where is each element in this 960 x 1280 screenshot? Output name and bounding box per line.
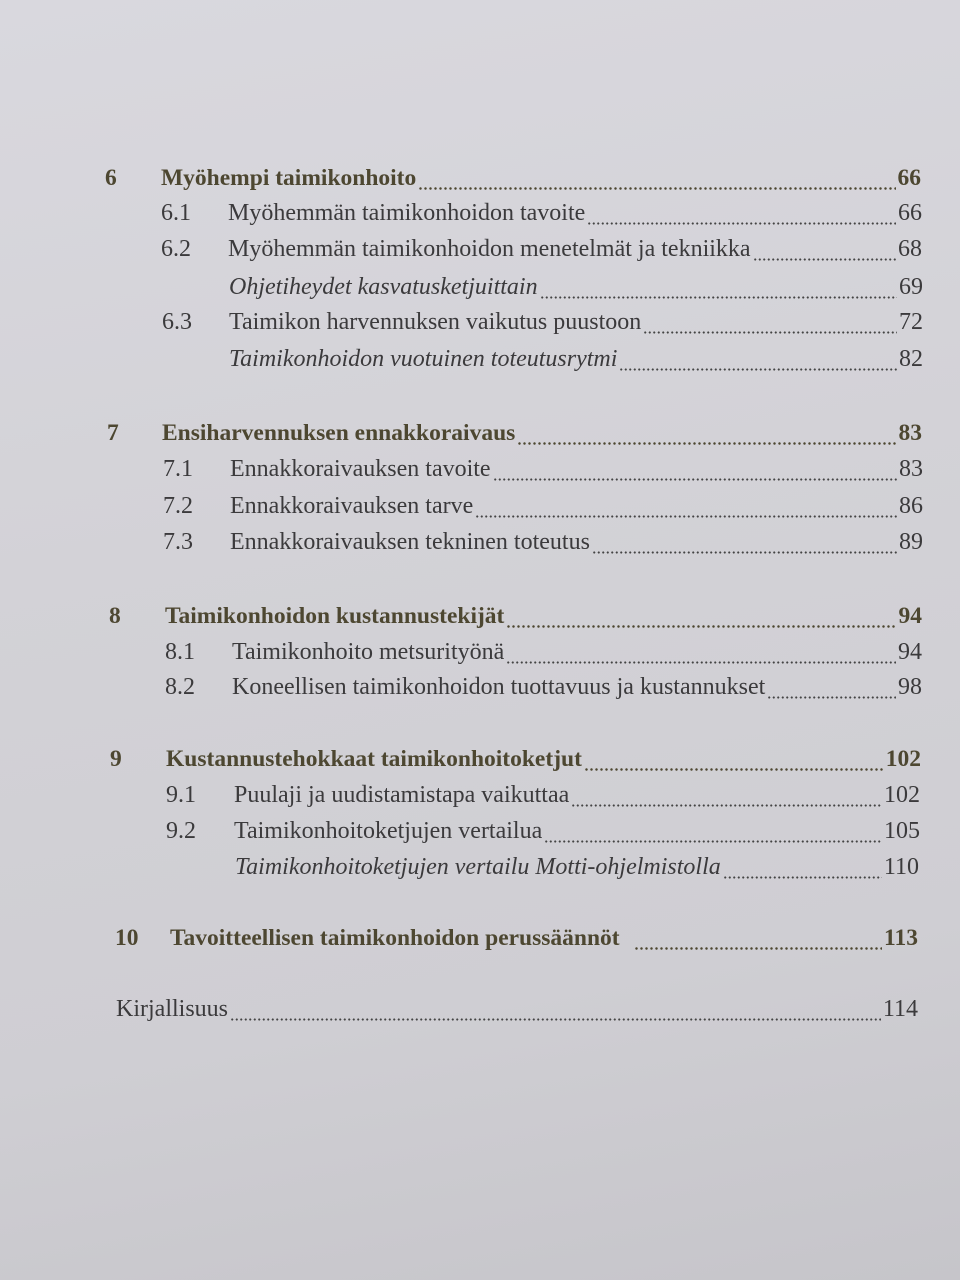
chapter-title: Kustannustehokkaat taimikonhoitoketjut	[166, 746, 582, 772]
chapter-title: Ensiharvennuksen ennakkoraivaus	[162, 420, 516, 446]
page-number: 69	[899, 274, 923, 300]
dot-leader	[643, 331, 897, 334]
dot-leader	[475, 515, 897, 518]
section-number: 9.1	[166, 782, 196, 808]
page-number: 72	[899, 309, 923, 335]
chapter-number: 9	[110, 746, 122, 772]
toc-section-9-1	[166, 782, 920, 814]
page-number: 98	[898, 674, 922, 700]
section-number: 7.1	[163, 456, 193, 482]
chapter-number: 10	[115, 925, 139, 951]
dot-leader	[540, 296, 897, 299]
page-number: 110	[883, 854, 919, 880]
dot-leader	[587, 222, 896, 225]
dot-leader	[592, 551, 897, 554]
page-number: 94	[898, 603, 922, 629]
section-number: 6.2	[161, 236, 191, 262]
dot-leader	[753, 258, 896, 261]
section-number: 6.3	[162, 309, 192, 335]
section-title: Taimikonhoito metsurityönä	[232, 639, 505, 665]
references-title: Kirjallisuus	[116, 996, 228, 1022]
section-title: Puulaji ja uudistamistapa vaikuttaa	[234, 782, 570, 808]
toc-chapter-10	[115, 925, 918, 957]
section-title: Taimikonhoitoketjujen vertailua	[234, 818, 543, 844]
toc-section-9-2	[166, 818, 920, 850]
page-number: 94	[898, 639, 922, 665]
dot-leader	[517, 442, 896, 445]
toc-section-7-2	[163, 493, 923, 525]
page-number: 66	[898, 200, 922, 226]
toc-subsection-italic	[162, 274, 923, 306]
toc-section-8-1	[165, 639, 922, 671]
page-number: 102	[885, 746, 921, 772]
page-number: 102	[884, 782, 920, 808]
page-number: 113	[884, 925, 918, 951]
chapter-title: Myöhempi taimikonhoito	[161, 165, 417, 191]
page-number: 105	[884, 818, 920, 844]
page-number: 68	[898, 236, 922, 262]
toc-section-7-3	[163, 529, 923, 561]
dot-leader	[619, 368, 897, 371]
page-number: 83	[899, 456, 923, 482]
section-title: Ennakkoraivauksen tekninen toteutus	[230, 529, 590, 555]
toc-section-6-2	[161, 236, 922, 268]
chapter-number: 6	[105, 165, 117, 191]
section-number: 8.1	[165, 639, 195, 665]
toc-section-6-3	[162, 309, 923, 341]
chapter-number: 7	[107, 420, 119, 446]
toc-section-8-2	[165, 674, 922, 706]
toc-section-7-1	[163, 456, 923, 488]
section-title: Taimikon harvennuksen vaikutus puustoon	[229, 309, 642, 335]
toc-references	[116, 996, 918, 1028]
page-number: 114	[882, 996, 918, 1022]
page-number: 89	[899, 529, 923, 555]
dot-leader	[634, 947, 882, 950]
section-number: 6.1	[161, 200, 191, 226]
section-number: 9.2	[166, 818, 196, 844]
dot-leader	[506, 661, 896, 664]
toc-chapter-7	[107, 420, 922, 452]
section-title: Ennakkoraivauksen tavoite	[230, 456, 491, 482]
toc-chapter-8	[109, 603, 922, 635]
section-number: 8.2	[165, 674, 195, 700]
section-title: Taimikonhoitoketjujen vertailu Motti-ohjelmistolla	[235, 854, 721, 880]
dot-leader	[544, 840, 882, 843]
dot-leader	[493, 478, 897, 481]
section-title: Taimikonhoidon vuotuinen toteutusrytmi	[229, 346, 618, 372]
dot-leader	[723, 876, 882, 879]
section-title: Ohjetiheydet kasvatusketjuittain	[229, 274, 538, 300]
section-title: Myöhemmän taimikonhoidon menetelmät ja tekniikka	[228, 236, 751, 262]
dot-leader	[506, 625, 896, 628]
toc-chapter-6	[105, 165, 921, 197]
chapter-title: Tavoitteellisen taimikonhoidon perussäännöt	[170, 925, 620, 951]
toc-subsection-italic	[162, 346, 923, 378]
chapter-title: Taimikonhoidon kustannustekijät	[165, 603, 505, 629]
dot-leader	[584, 768, 884, 771]
chapter-number: 8	[109, 603, 121, 629]
dot-leader	[571, 804, 882, 807]
page-number: 82	[899, 346, 923, 372]
section-number: 7.3	[163, 529, 193, 555]
dot-leader	[418, 187, 895, 190]
page-number: 86	[899, 493, 923, 519]
page-number: 83	[898, 420, 922, 446]
section-title: Koneellisen taimikonhoidon tuottavuus ja kustannukset	[232, 674, 766, 700]
section-title: Myöhemmän taimikonhoidon tavoite	[228, 200, 586, 226]
section-title: Ennakkoraivauksen tarve	[230, 493, 474, 519]
page-number: 66	[897, 165, 921, 191]
dot-leader	[767, 696, 896, 699]
toc-subsection-italic	[167, 854, 919, 886]
toc-section-6-1	[161, 200, 922, 232]
section-number: 7.2	[163, 493, 193, 519]
dot-leader	[230, 1018, 881, 1021]
toc-chapter-9	[110, 746, 921, 778]
